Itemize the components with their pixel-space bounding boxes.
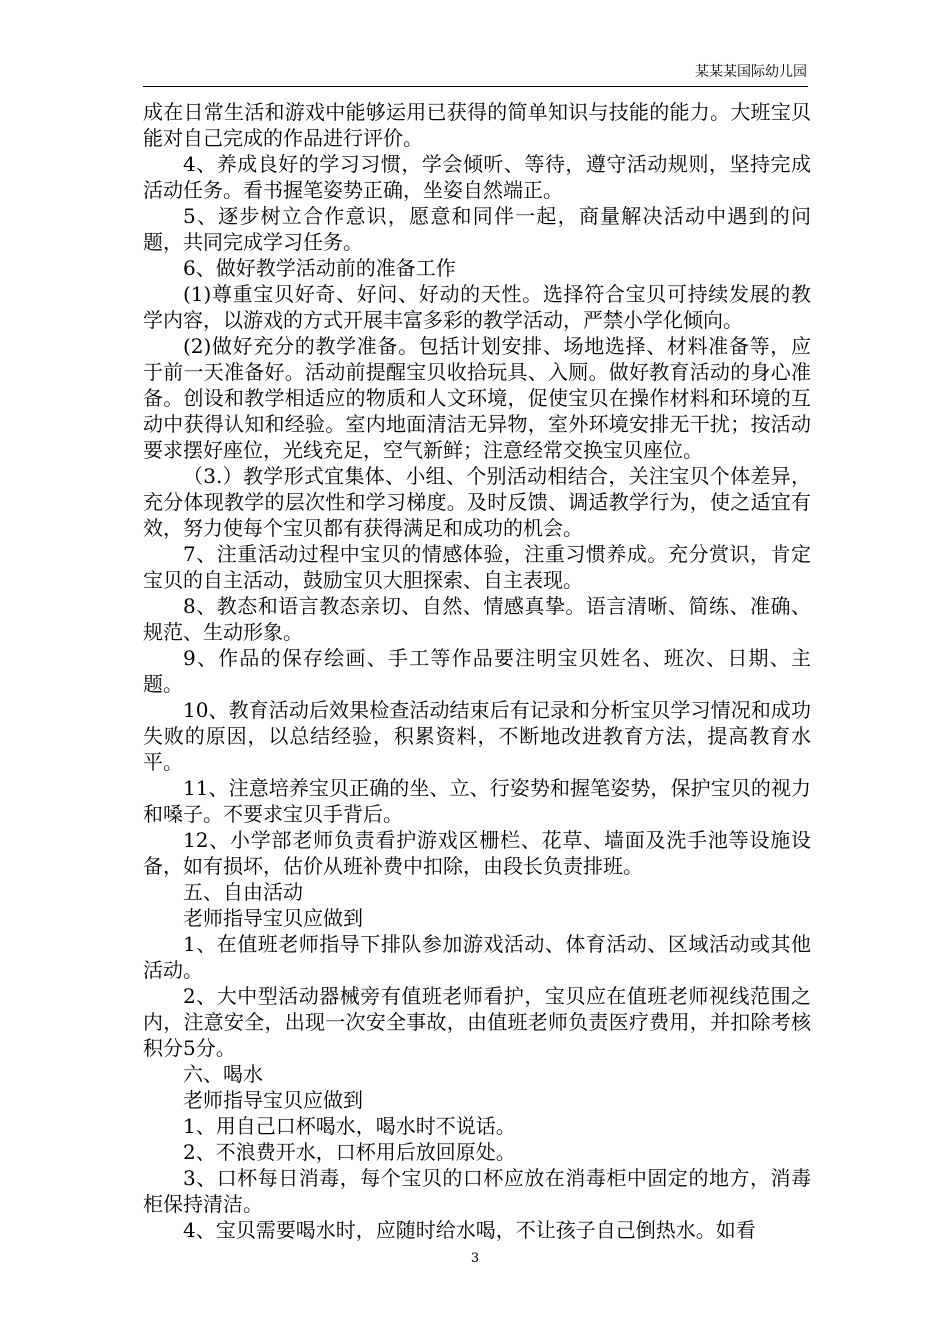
section-heading-free-activity: 五、自由活动 <box>183 880 303 904</box>
section-heading-drinking-water: 六、喝水 <box>183 1062 263 1086</box>
paragraph-water-3: 3、口杯每日消毒，每个宝贝的口杯应放在消毒柜中固定的地方，消毒柜保持清洁。 <box>143 1166 811 1216</box>
section-subheading: 老师指导宝贝应做到 <box>183 1088 363 1112</box>
paragraph-free-activity-2: 2、大中型活动器械旁有值班老师看护，宝贝应在值班老师视线范围之内，注意安全，出现一次安全事故，由值班老师负责医疗费用，并扣除考核积分5分。 <box>143 984 811 1060</box>
paragraph-item-9: 9、作品的保存绘画、手工等作品要注明宝贝姓名、班次、日期、主题。 <box>143 646 811 696</box>
paragraph-water-2: 2、不浪费开水，口杯用后放回原处。 <box>183 1140 516 1164</box>
section-subheading: 老师指导宝贝应做到 <box>183 906 363 930</box>
paragraph-item-5: 5、逐步树立合作意识，愿意和同伴一起，商量解决活动中遇到的问题，共同完成学习任务。 <box>143 204 811 254</box>
paragraph-item-8: 8、教态和语言教态亲切、自然、情感真挚。语言清晰、简练、准确、规范、生动形象。 <box>143 594 811 644</box>
document-body <box>143 99 811 1243</box>
paragraph-item-4: 4、养成良好的学习习惯，学会倾听、等待，遵守活动规则，坚持完成活动任务。看书握笔姿势正确，坐姿自然端正。 <box>143 152 811 202</box>
paragraph-item-6: 6、做好教学活动前的准备工作 <box>183 256 456 280</box>
paragraph-free-activity-1: 1、在值班老师指导下排队参加游戏活动、体育活动、区域活动或其他活动。 <box>143 932 811 982</box>
paragraph-item-6-3: （3.）教学形式宜集体、小组、个别活动相结合，关注宝贝个体差异，充分体现教学的层次性和学习梯度。及时反馈、调适教学行为，使之适宜有效，努力使每个宝贝都有获得满足和成功的机会。 <box>143 464 811 540</box>
header-title: 某某某国际幼儿园 <box>695 64 807 80</box>
paragraph-continuation: 成在日常生活和游戏中能够运用已获得的简单知识与技能的能力。大班宝贝能对自己完成的作品进行评价。 <box>143 100 811 150</box>
paragraph-item-7: 7、注重活动过程中宝贝的情感体验，注重习惯养成。充分赏识，肯定宝贝的自主活动，鼓励宝贝大胆探索、自主表现。 <box>143 542 811 592</box>
paragraph-item-12: 12、小学部老师负责看护游戏区栅栏、花草、墙面及洗手池等设施设备，如有损坏，估价从班补费中扣除，由段长负责排班。 <box>143 828 811 878</box>
paragraph-item-10: 10、教育活动后效果检查活动结束后有记录和分析宝贝学习情况和成功失败的原因，以总结经验，积累资料，不断地改进教育方法，提高教育水平。 <box>143 698 811 774</box>
paragraph-item-11: 11、注意培养宝贝正确的坐、立、行姿势和握笔姿势，保护宝贝的视力和嗓子。不要求宝贝手背后。 <box>143 776 811 826</box>
paragraph-item-6-1: (1)尊重宝贝好奇、好问、好动的天性。选择符合宝贝可持续发展的教学内容，以游戏的方式开展丰富多彩的教学活动，严禁小学化倾向。 <box>143 282 811 332</box>
paragraph-water-1: 1、用自己口杯喝水，喝水时不说话。 <box>183 1114 516 1138</box>
paragraph-water-4: 4、宝贝需要喝水时，应随时给水喝，不让孩子自己倒热水。如看 <box>183 1218 756 1242</box>
paragraph-item-6-2: (2)做好充分的教学准备。包括计划安排、场地选择、材料准备等，应于前一天准备好。活动前提醒宝贝收拾玩具、入厕。做好教育活动的身心准备。创设和教学相适应的物质和人文环境，促使宝贝在操作材料和环境的互动中获得认知和经验。室内地面清洁无异物，室外环境安排无干扰；按活动要求摆好座位，光线充足，空气新鲜；注意经常交换宝贝座位。 <box>143 334 811 462</box>
header-divider <box>143 86 808 87</box>
page-number: 3 <box>470 1251 480 1266</box>
